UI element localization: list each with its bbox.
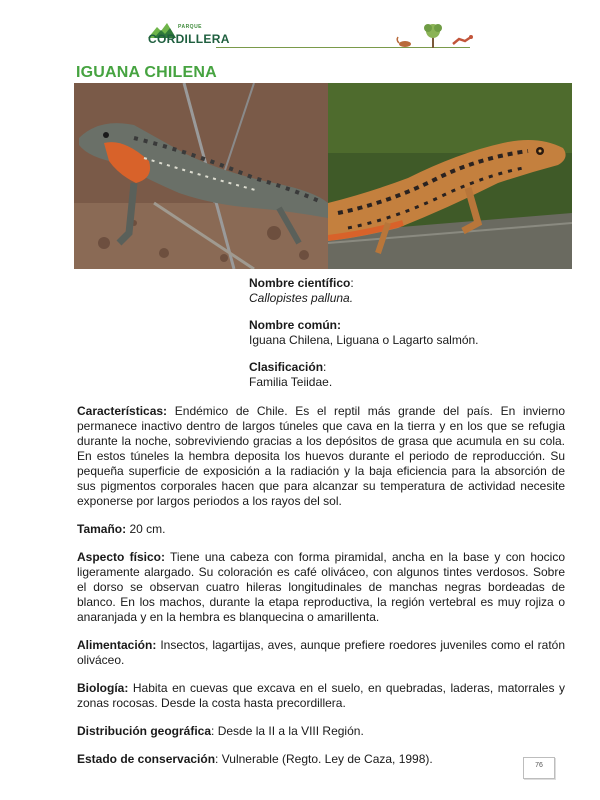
classification-value: Familia Teiidae. xyxy=(249,375,333,389)
aspecto-label: Aspecto físico: xyxy=(77,550,165,564)
caracteristicas-paragraph xyxy=(77,404,565,509)
aspecto-text: Tiene una cabeza con forma piramidal, ancha en la base y con hocico ligeramente alargado. Su coloración es café oliváceo, con algunos tintes verdosos. Sobre el dorso se observan cuatro hileras longitudinales de manchas negras bordeadas de blanco. En los machos, durante la etapa reproductiva, la región vertebral es muy rojiza o anaranjada y en la hembra es blanquecina o amarillenta. xyxy=(77,550,566,624)
wildlife-decoration-icon xyxy=(393,22,475,48)
logo-small-text: PARQUE xyxy=(178,24,203,30)
biologia-label: Biología: xyxy=(77,681,129,695)
tamano-paragraph xyxy=(77,522,565,537)
page-title: IGUANA CHILENA xyxy=(76,64,217,81)
caracteristicas-text: Endémico de Chile. Es el reptil más grande del país. En invierno permanece inactivo dentro de largos túneles que cava en la tierra y en los que se refugia durante la noche, sobreviviendo gracias a los depósitos de grasa que acumula en su cola. En estos túneles la hembra deposita los huevos durante el periodo de reproducción. Su pequeña superficie de exposición a la radiación y la baja eficiencia para la absorción de sus pigmentos corporales hacen que para alcanzar su temperatura de actividad necesite exponerse por largos periodos a los rayos del sol. xyxy=(77,404,565,508)
biologia-paragraph xyxy=(77,681,565,711)
scientific-name-block: Nombre científico: Callopistes palluna. xyxy=(249,276,569,306)
lizard-photos xyxy=(74,83,572,269)
caracteristicas-label: Características: xyxy=(77,404,168,418)
species-meta xyxy=(249,276,569,402)
estado-paragraph: Estado de conservación: Vulnerable (Regto. Ley de Caza, 1998). xyxy=(77,752,433,766)
classification-label: Clasificación xyxy=(249,360,324,374)
distribucion-text: Desde la II a la VIII Región. xyxy=(217,724,364,738)
common-name-value: Iguana Chilena, Liguana o Lagarto salmón. xyxy=(249,333,479,347)
alimentacion-label: Alimentación: xyxy=(77,638,157,652)
estado-text: Vulnerable (Regto. Ley de Caza, 1998). xyxy=(221,752,433,766)
tamano-label: Tamaño: xyxy=(77,522,127,536)
distribucion-paragraph: Distribución geográfica: Desde la II a la VIII Región. xyxy=(77,724,364,738)
scientific-name-label: Nombre científico xyxy=(249,276,351,290)
lizard-photo-right xyxy=(328,83,572,269)
biologia-text: Habita en cuevas que excava en el suelo, en quebradas, laderas, matorrales y zonas rocosas. Desde la costa hasta precordillera. xyxy=(77,681,565,710)
aspecto-paragraph xyxy=(77,550,565,625)
tamano-text: 20 cm. xyxy=(129,522,166,536)
page-number: 76 xyxy=(523,757,555,779)
alimentacion-text: Insectos, lagartijas, aves, aunque prefiere roedores juveniles como el ratón oliváceo. xyxy=(77,638,565,667)
common-name-label: Nombre común: xyxy=(249,318,342,332)
estado-label: Estado de conservación xyxy=(77,752,216,766)
species-description xyxy=(77,404,565,780)
page-header xyxy=(148,20,478,54)
classification-block: Clasificación: Familia Teiidae. xyxy=(249,360,569,390)
scientific-name-value: Callopistes palluna. xyxy=(249,291,354,305)
logo-text: CORDILLERA xyxy=(148,32,230,46)
distribucion-label: Distribución geográfica xyxy=(77,724,212,738)
common-name-block xyxy=(249,318,569,348)
lizard-photo-left xyxy=(74,83,328,269)
alimentacion-paragraph xyxy=(77,638,565,668)
